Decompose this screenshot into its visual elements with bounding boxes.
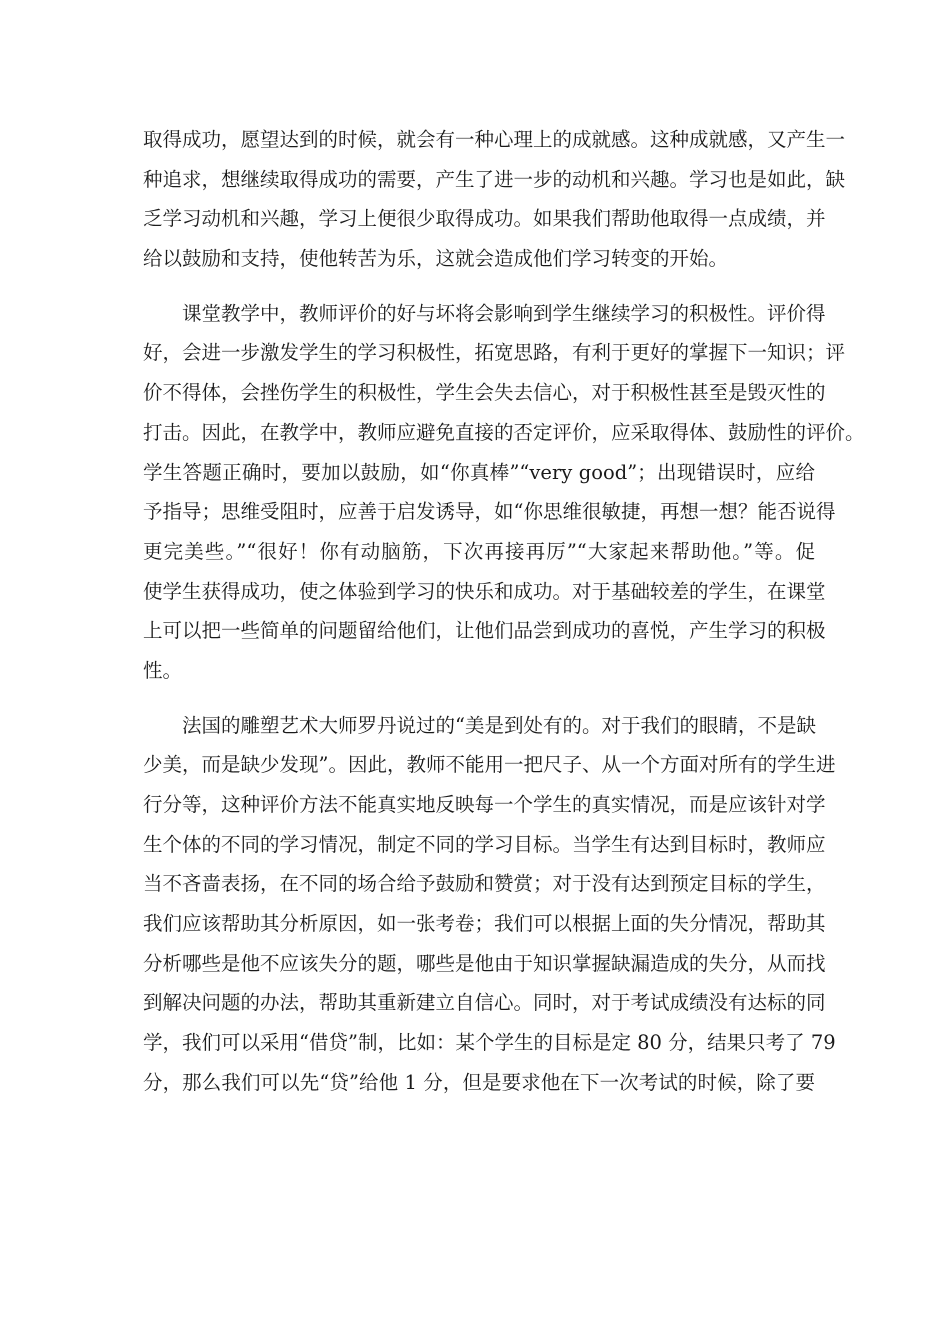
text-line: 学生答题正确时，要加以鼓励，如“你真棒”“very good”；出现错误时，应给	[143, 460, 815, 484]
text-line: 价不得体，会挫伤学生的积极性，学生会失去信心，对于积极性甚至是毁灭性的	[143, 381, 826, 405]
text-line: 使学生获得成功，使之体验到学习的快乐和成功。对于基础较差的学生，在课堂	[143, 579, 826, 603]
text-line: 分，那么我们可以先“贷”给他 1 分，但是要求他在下一次考试的时候，除了要	[143, 1070, 815, 1094]
text-line: 取得成功，愿望达到的时候，就会有一种心理上的成就感。这种成就感，又产生一	[143, 128, 846, 151]
text-line: 打击。因此，在教学中，教师应避免直接的否定评价，应采取得体、鼓励性的评价。	[143, 420, 865, 444]
document-body	[143, 120, 865, 1103]
text-line: 学，我们可以采用“借贷”制，比如：某个学生的目标是定 80 分，结果只考了 79	[143, 1031, 836, 1055]
text-line: 上可以把一些简单的问题留给他们，让他们品尝到成功的喜悦，产生学习的积极	[143, 619, 826, 643]
text-line: 生个体的不同的学习情况，制定不同的学习目标。当学生有达到目标时，教师应	[143, 832, 826, 856]
text-line: 予指导；思维受阻时，应善于启发诱导，如“你思维很敏捷，再想一想？能否说得	[143, 500, 836, 524]
text-line: 种追求，想继续取得成功的需要，产生了进一步的动机和兴趣。学习也是如此，缺	[143, 167, 846, 191]
text-line: 行分等，这种评价方法不能真实地反映每一个学生的真实情况，而是应该针对学	[143, 793, 826, 816]
text-line: 课堂教学中，教师评价的好与坏将会影响到学生继续学习的积极性。评价得	[143, 301, 826, 325]
paragraph-spacer	[143, 691, 815, 706]
paragraph-spacer	[143, 279, 815, 294]
text-line: 当不吝啬表扬，在不同的场合给予鼓励和赞赏；对于没有达到预定目标的学生，	[143, 872, 826, 896]
text-line: 性。	[143, 658, 183, 682]
text-line: 法国的雕塑艺术大师罗丹说过的“美是到处有的。对于我们的眼睛，不是缺	[143, 713, 816, 737]
paragraph-classroom-evaluation	[143, 294, 865, 691]
text-line: 少美，而是缺少发现”。因此，教师不能用一把尺子、从一个方面对所有的学生进	[143, 753, 836, 777]
paragraph-motivation	[143, 120, 846, 279]
text-line: 更完美些。”“很好！你有动脑筋，下次再接再厉”“大家起来帮助他。”等。促	[143, 539, 815, 563]
text-line: 乏学习动机和兴趣，学习上便很少取得成功。如果我们帮助他取得一点成绩，并	[143, 207, 826, 231]
text-line: 到解决问题的办法，帮助其重新建立自信心。同时，对于考试成绩没有达标的同	[143, 991, 826, 1015]
text-line: 我们应该帮助其分析原因，如一张考卷；我们可以根据上面的失分情况，帮助其	[143, 912, 826, 936]
text-line: 分析哪些是他不应该失分的题，哪些是他由于知识掌握缺漏造成的失分，从而找	[143, 951, 826, 975]
text-line: 给以鼓励和支持，使他转苦为乐，这就会造成他们学习转变的开始。	[143, 247, 729, 271]
paragraph-rodin-quote	[143, 706, 836, 1103]
text-line: 好，会进一步激发学生的学习积极性，拓宽思路，有利于更好的掌握下一知识；评	[143, 341, 846, 365]
